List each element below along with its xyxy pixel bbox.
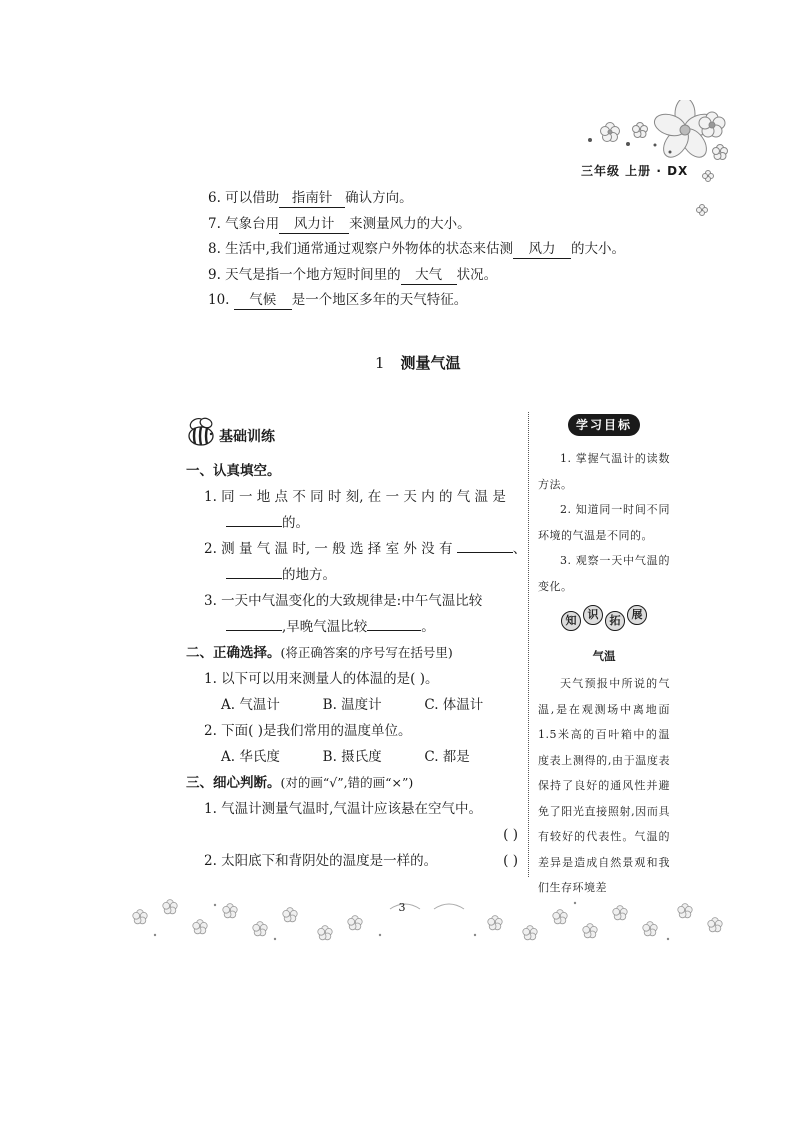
previous-answers-list (208, 186, 688, 314)
list-item: 9. 天气是指一个地方短时间里的 大气 状况。 (208, 266, 498, 283)
question-2-2: 2. 下面( )是我们常用的温度单位。 (204, 723, 412, 739)
section-fill-blank-title: 一、认真填空。 (186, 463, 281, 479)
grade-label: 三年级 上册 · DX (581, 164, 689, 178)
answer-blank: 气候 (234, 292, 292, 310)
question-3-2: 2. 太阳底下和背阴处的温度是一样的。 ( ) (186, 848, 526, 874)
fill-blank[interactable] (367, 617, 421, 631)
answer-blank: 风力 (513, 241, 571, 259)
question-1-1-cont: 的。 (186, 510, 526, 536)
answer-blank: 指南针 (279, 190, 345, 208)
answer-blank: 大气 (401, 267, 457, 285)
lesson-title (375, 352, 461, 373)
question-1-3-cont: ,早晚气温比较 。 (186, 614, 526, 640)
goal-item: 2. 知道同一时间不同环境的气温是不同的。 (538, 503, 670, 542)
fill-blank[interactable] (457, 539, 513, 553)
extension-text: 天气预报中所说的气温,是在观测场中离地面1.5米高的百叶箱中的温度表上测得的,由于温度表保持了良好的通风性并避免了阳光直接照射,因而具有较好的代表性。气温的差异是造成自然景观和我们生存环境差 (538, 677, 670, 894)
question-3-1: 1. 气温计测量气温时,气温计应该悬在空气中。 (204, 801, 482, 817)
knowledge-extension-badge: 知 识 拓 展 (538, 611, 670, 631)
option-b[interactable]: B. 温度计 (322, 697, 382, 713)
section-choice-title: 二、正确选择。(将正确答案的序号写在括号里) (186, 645, 453, 661)
answer-parentheses[interactable]: ( ) (503, 853, 518, 869)
lesson-number: 1 (375, 354, 385, 372)
question-2-2-options (186, 744, 526, 770)
question-1-2-cont: 的地方。 (186, 562, 526, 588)
basic-training-tag: 基础训练 (185, 413, 295, 453)
list-item: 10. 气候 是一个地区多年的天气特征。 (208, 292, 468, 308)
page-number: 3 (398, 901, 406, 914)
fill-blank[interactable] (226, 565, 282, 579)
question-2-1: 1. 以下可以用来测量人的体温的是( )。 (204, 671, 439, 687)
question-1-2: 2. 测 量 气 温 时, 一 般 选 择 室 外 没 有 、 (204, 541, 527, 557)
option-a[interactable]: A. 华氏度 (221, 749, 280, 765)
lesson-name: 测量气温 (400, 354, 461, 372)
option-b[interactable]: B. 摄氏度 (322, 749, 382, 765)
bee-icon (185, 415, 219, 449)
list-item: 8. 生活中,我们通常通过观察户外物体的状态来估测 风力 的大小。 (208, 241, 625, 257)
section-judge-title: 三、细心判断。(对的画“√”,错的画“×”) (186, 775, 414, 791)
sidebar (538, 410, 670, 901)
option-c[interactable]: C. 体温计 (424, 697, 484, 713)
column-divider (528, 412, 529, 877)
extension-subtitle: 气温 (592, 649, 616, 663)
question-2-1-options (186, 692, 526, 718)
fill-blank[interactable] (226, 513, 282, 527)
question-1-3: 3. 一天中气温变化的大致规律是:中午气温比较 (204, 593, 483, 609)
fill-blank[interactable] (226, 617, 282, 631)
answer-parentheses[interactable]: ( ) (503, 827, 518, 843)
goal-item: 3. 观察一天中气温的变化。 (538, 554, 670, 593)
list-item: 6. 可以借助 指南针 确认方向。 (208, 190, 413, 206)
question-1-1: 1. 同 一 地 点 不 同 时 刻, 在 一 天 内 的 气 温 是 (204, 489, 506, 505)
list-item: 7. 气象台用 风力计 来测量风力的大小。 (208, 215, 471, 232)
option-a[interactable]: A. 气温计 (221, 697, 280, 713)
answer-blank: 风力计 (279, 216, 349, 234)
goal-item: 1. 掌握气温计的读数方法。 (538, 452, 670, 491)
learning-goals-badge: 学习目标 (568, 414, 640, 436)
footer-flower-decoration (120, 895, 734, 950)
option-c[interactable]: C. 都是 (424, 749, 470, 765)
exercise-column (186, 458, 526, 874)
